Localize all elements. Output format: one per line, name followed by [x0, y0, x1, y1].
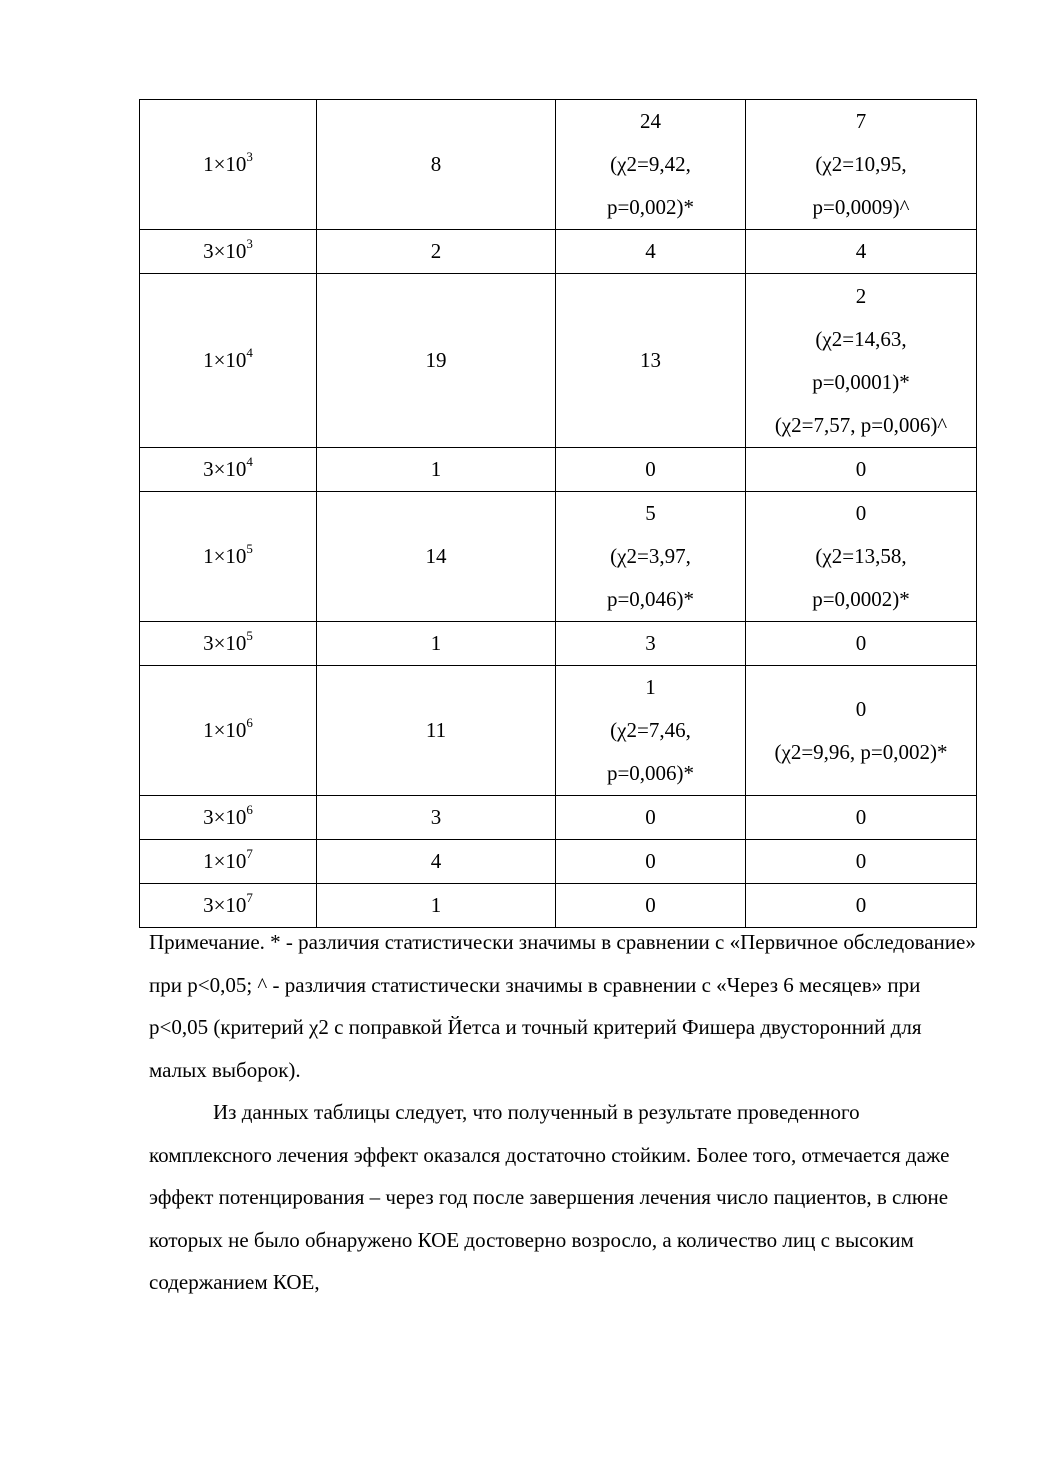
dose-exponent: 6 — [246, 715, 253, 730]
cell-line: (χ2=13,58, — [815, 544, 907, 568]
results-table — [139, 99, 977, 928]
cell-line: 0 — [855, 457, 867, 481]
value-cell-c2 — [556, 622, 746, 666]
dose-base: 3×10 — [203, 239, 247, 263]
cell-line: 5 — [645, 501, 656, 525]
dose-cell — [140, 448, 317, 492]
cell-line: 13 — [640, 348, 661, 372]
dose-base: 3×10 — [203, 893, 247, 917]
cell-line: 1 — [430, 893, 442, 917]
dose-base: 1×10 — [203, 348, 247, 372]
dose-cell — [140, 100, 317, 230]
cell-line: 7 — [855, 109, 867, 133]
cell-line: 14 — [425, 544, 447, 568]
dose-exponent: 3 — [246, 149, 253, 164]
value-cell-c3 — [746, 448, 977, 492]
body-paragraph-text: Из данных таблицы следует, что полученный в результате проведенного комплексного лечения эффект оказался достаточно стойким. Более того, отмечается даже эффект потенцирования – через год после завершения лечения число пациентов, в слюне которых не было обнаружено КОЕ достоверно возросло, а количество лиц с высоким содержанием КОЕ, — [149, 1100, 950, 1294]
value-cell-c3 — [746, 840, 977, 884]
value-cell-c2 — [556, 492, 746, 622]
cell-line: 0 — [855, 849, 867, 873]
table-row — [140, 492, 977, 622]
cell-line: 19 — [425, 348, 447, 372]
value-cell-c3 — [746, 796, 977, 840]
cell-line: (χ2=9,96, p=0,002)* — [774, 739, 948, 764]
table-note — [149, 921, 979, 1091]
table-row — [140, 666, 977, 796]
dose-base: 3×10 — [203, 457, 247, 481]
value-cell-c1 — [317, 230, 556, 274]
value-cell-c3 — [746, 622, 977, 666]
cell-line: p=0,0009)^ — [812, 195, 910, 219]
dose-base: 3×10 — [203, 805, 247, 829]
value-cell-c1 — [317, 796, 556, 840]
value-cell-c1 — [317, 274, 556, 448]
cell-line: 0 — [645, 805, 656, 829]
cell-line: 4 — [645, 239, 656, 263]
value-cell-c1 — [317, 666, 556, 796]
dose-exponent: 4 — [246, 454, 253, 469]
cell-line: 3 — [430, 805, 442, 829]
cell-line: 1 — [645, 675, 656, 699]
cell-line: p=0,046)* — [606, 587, 695, 611]
cell-line: 0 — [855, 893, 867, 917]
value-cell-c3 — [746, 274, 977, 448]
cell-line: (χ2=14,63, — [815, 326, 907, 351]
table-row — [140, 448, 977, 492]
dose-exponent: 5 — [246, 628, 253, 643]
cell-line: 0 — [855, 631, 867, 655]
cell-line: 2 — [855, 283, 867, 308]
table-row — [140, 622, 977, 666]
dose-cell — [140, 492, 317, 622]
value-cell-c3 — [746, 492, 977, 622]
dose-cell — [140, 796, 317, 840]
dose-exponent: 6 — [246, 802, 253, 817]
value-cell-c2 — [556, 666, 746, 796]
cell-line: 0 — [645, 457, 656, 481]
body-paragraph — [149, 1091, 979, 1304]
results-table-container — [139, 99, 977, 928]
cell-line: p=0,0001)* — [812, 369, 910, 394]
cell-line: (χ2=9,42, — [610, 152, 691, 176]
cell-line: 8 — [430, 152, 442, 176]
dose-cell — [140, 622, 317, 666]
value-cell-c2 — [556, 230, 746, 274]
results-table-body — [140, 100, 977, 928]
cell-line: 3 — [645, 631, 656, 655]
table-row — [140, 840, 977, 884]
cell-line: (χ2=7,57, p=0,006)^ — [774, 412, 948, 437]
cell-line: p=0,002)* — [606, 195, 695, 219]
cell-line: 0 — [855, 501, 867, 525]
table-row — [140, 230, 977, 274]
dose-base: 1×10 — [203, 152, 247, 176]
table-row — [140, 100, 977, 230]
cell-line: p=0,006)* — [606, 761, 695, 785]
table-note-text: Примечание. * - различия статистически значимы в сравнении с «Первичное обследование» при p<0,05; ^ - различия статистически значимы в сравнении с «Через 6 месяцев» при p<0,05 (критерий χ2 с поправкой Йетса и точный критерий Фишера двусторонний для малых выборок). — [149, 930, 976, 1082]
value-cell-c3 — [746, 666, 977, 796]
dose-base: 1×10 — [203, 718, 247, 742]
cell-line: 0 — [645, 893, 656, 917]
value-cell-c3 — [746, 230, 977, 274]
dose-cell — [140, 840, 317, 884]
cell-line: (χ2=3,97, — [610, 544, 691, 568]
dose-exponent: 3 — [246, 236, 253, 251]
cell-line: 4 — [430, 849, 442, 873]
value-cell-c1 — [317, 100, 556, 230]
cell-line: 0 — [645, 849, 656, 873]
cell-line: 24 — [640, 109, 661, 133]
value-cell-c1 — [317, 492, 556, 622]
cell-line: 1 — [430, 631, 442, 655]
dose-base: 1×10 — [203, 544, 247, 568]
dose-exponent: 7 — [246, 890, 253, 905]
cell-line: 0 — [855, 696, 867, 721]
dose-cell — [140, 666, 317, 796]
cell-line: 2 — [430, 239, 442, 263]
dose-exponent: 7 — [246, 846, 253, 861]
value-cell-c1 — [317, 622, 556, 666]
cell-line: 4 — [855, 239, 867, 263]
value-cell-c1 — [317, 448, 556, 492]
dose-exponent: 5 — [246, 541, 253, 556]
value-cell-c1 — [317, 840, 556, 884]
table-row — [140, 796, 977, 840]
dose-base: 3×10 — [203, 631, 247, 655]
cell-line: (χ2=10,95, — [815, 152, 907, 176]
value-cell-c2 — [556, 448, 746, 492]
value-cell-c2 — [556, 274, 746, 448]
dose-cell — [140, 230, 317, 274]
table-row — [140, 274, 977, 448]
cell-line: 1 — [430, 457, 442, 481]
cell-line: 11 — [425, 718, 447, 742]
value-cell-c2 — [556, 796, 746, 840]
dose-base: 1×10 — [203, 849, 247, 873]
value-cell-c3 — [746, 100, 977, 230]
dose-exponent: 4 — [246, 345, 253, 360]
value-cell-c2 — [556, 840, 746, 884]
value-cell-c2 — [556, 100, 746, 230]
cell-line: p=0,0002)* — [812, 587, 910, 611]
cell-line: (χ2=7,46, — [610, 718, 691, 742]
dose-cell — [140, 274, 317, 448]
cell-line: 0 — [855, 805, 867, 829]
